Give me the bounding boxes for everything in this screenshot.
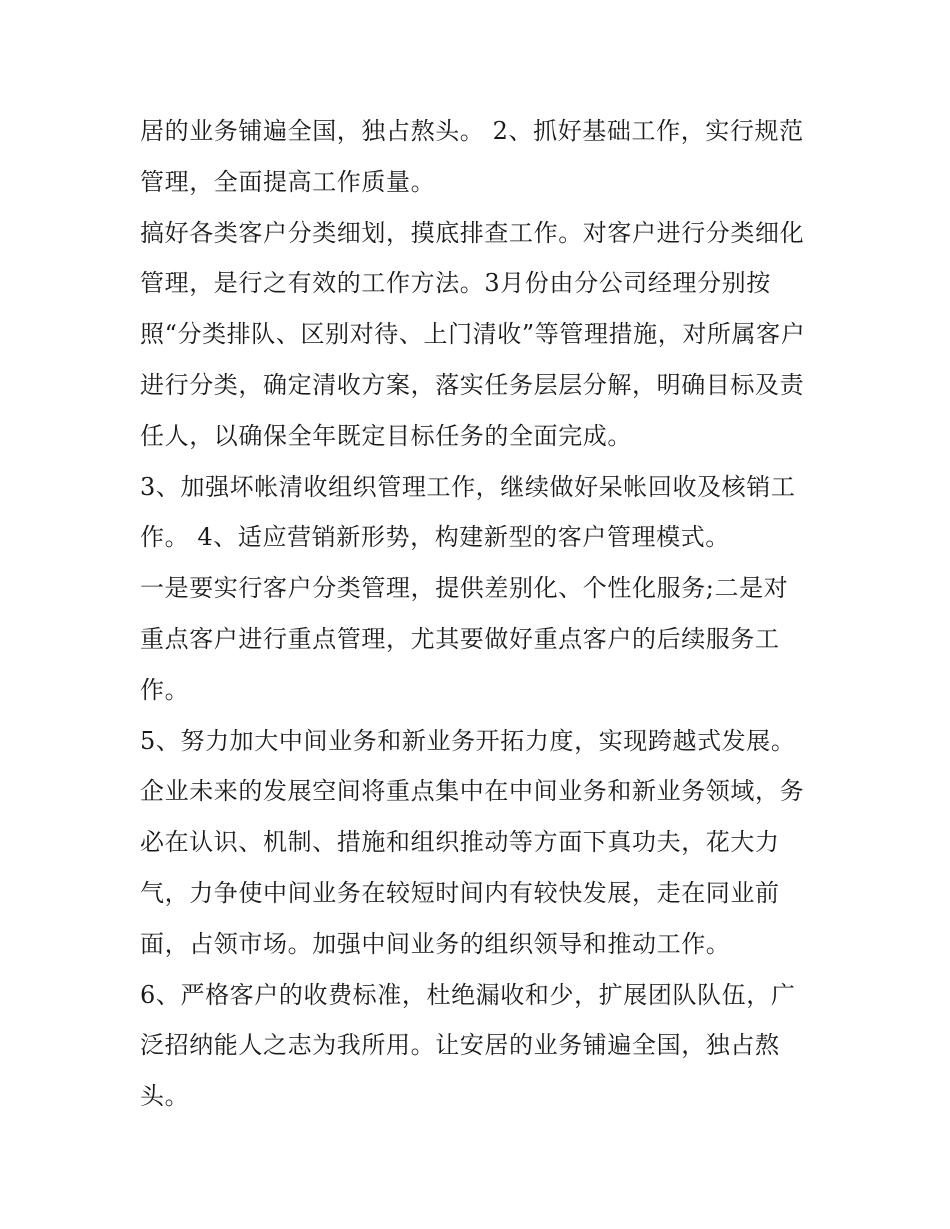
text-line: 3、加强坏帐清收组织管理工作，继续做好呆帐回收及核销工 xyxy=(140,472,796,501)
text-line: 重点客户进行重点管理，尤其要做好重点客户的后续服务工 xyxy=(140,624,780,653)
text-line: 居的业务铺遍全国，独占熬头。 2、抓好基础工作，实行规范 xyxy=(140,117,804,145)
text-line: 管理，全面提高工作质量。 xyxy=(140,167,436,196)
text-line: 气，力争使中间业务在较短时间内有较快发展，走在同业前 xyxy=(140,878,780,907)
text-line: 管理，是行之有效的工作方法。3月份由分公司经理分别按 xyxy=(140,269,771,298)
text-line: 泛招纳能人之志为我所用。让安居的业务铺遍全国，独占熬 xyxy=(140,1031,780,1060)
text-line: 5、努力加大中间业务和新业务开拓力度，实现跨越式发展。 xyxy=(140,726,796,755)
text-line: 作。 xyxy=(140,675,190,704)
text-line: 必在认识、机制、措施和组织推动等方面下真功夫，花大力 xyxy=(140,828,780,857)
text-line: 企业未来的发展空间将重点集中在中间业务和新业务领域，务 xyxy=(140,777,805,806)
text-line: 头。 xyxy=(140,1082,190,1111)
text-line: 面，占领市场。加强中间业务的组织领导和推动工作。 xyxy=(140,929,731,958)
text-line: 作。 4、适应营销新形势，构建新型的客户管理模式。 xyxy=(140,523,730,552)
text-line: 搞好各类客户分类细划，摸底排查工作。对客户进行分类细化 xyxy=(140,218,805,247)
text-line: 6、严格客户的收费标准，杜绝漏收和少，扩展团队队伍，广 xyxy=(140,980,796,1009)
document-body xyxy=(140,106,820,1122)
text-line: 照“分类排队、区别对待、上门清收”等管理措施，对所属客户 xyxy=(140,320,806,349)
text-line: 任人，以确保全年既定目标任务的全面完成。 xyxy=(140,421,632,450)
text-line: 进行分类，确定清收方案，落实任务层层分解，明确目标及责 xyxy=(140,370,805,399)
text-line: 一是要实行客户分类管理，提供差别化、个性化服务;二是对 xyxy=(140,574,789,603)
